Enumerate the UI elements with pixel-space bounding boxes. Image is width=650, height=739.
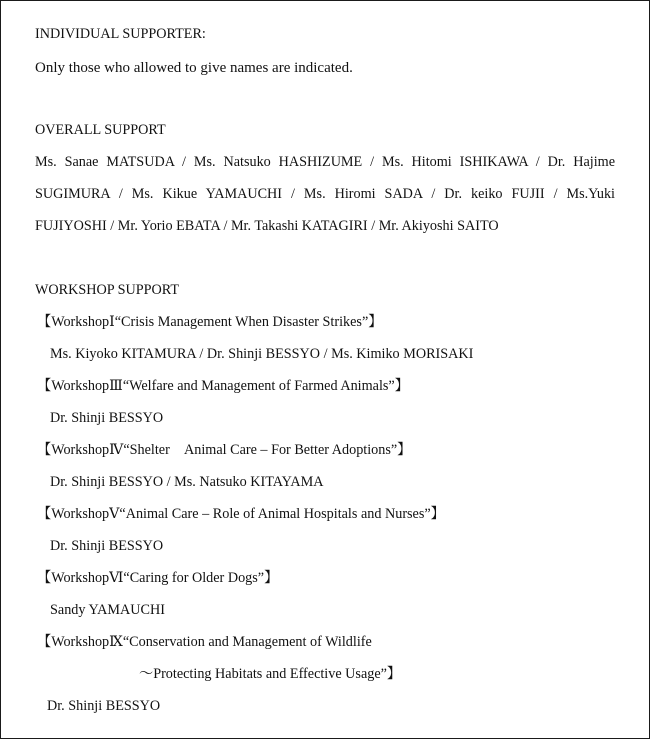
- workshop-5-title: 【WorkshopⅤ“Animal Care – Role of Animal Hospitals and Nurses”】: [37, 506, 445, 522]
- workshop-heading: WORKSHOP SUPPORT: [35, 282, 180, 298]
- overall-heading: OVERALL SUPPORT: [35, 122, 166, 138]
- workshop-4-title: 【WorkshopⅣ“Shelter Animal Care – For Better Adoptions”】: [37, 442, 412, 458]
- workshop-9-title-continued: 〜Protecting Habitats and Effective Usage”】: [139, 666, 402, 682]
- workshop-1-title: 【WorkshopⅠ“Crisis Management When Disaster Strikes”】: [37, 314, 383, 330]
- individual-heading: INDIVIDUAL SUPPORTER:: [35, 26, 206, 42]
- workshop-3-title: 【WorkshopⅢ“Welfare and Management of Farmed Animals”】: [37, 378, 409, 394]
- workshop-6-title: 【WorkshopⅥ“Caring for Older Dogs”】: [37, 570, 279, 586]
- workshop-9-title: 【WorkshopⅨ“Conservation and Management of Wildlife: [37, 634, 372, 650]
- workshop-1-supporters: Ms. Kiyoko KITAMURA / Dr. Shinji BESSYO / Ms. Kimiko MORISAKI: [50, 346, 474, 362]
- workshop-5-supporters: Dr. Shinji BESSYO: [50, 538, 164, 554]
- overall-line-2: SUGIMURA / Ms. Kikue YAMAUCHI / Ms. Hiromi SADA / Dr. keiko FUJII / Ms.Yuki: [35, 186, 615, 202]
- workshop-9-supporters: Dr. Shinji BESSYO: [47, 698, 161, 714]
- overall-line-3: FUJIYOSHI / Mr. Yorio EBATA / Mr. Takashi KATAGIRI / Mr. Akiyoshi SAITO: [35, 218, 499, 234]
- individual-note: Only those who allowed to give names are indicated.: [35, 60, 353, 76]
- workshop-6-supporters: Sandy YAMAUCHI: [50, 602, 165, 618]
- workshop-3-supporters: Dr. Shinji BESSYO: [50, 410, 164, 426]
- overall-line-1: Ms. Sanae MATSUDA / Ms. Natsuko HASHIZUME / Ms. Hitomi ISHIKAWA / Dr. Hajime: [35, 154, 615, 170]
- workshop-4-supporters: Dr. Shinji BESSYO / Ms. Natsuko KITAYAMA: [50, 474, 324, 490]
